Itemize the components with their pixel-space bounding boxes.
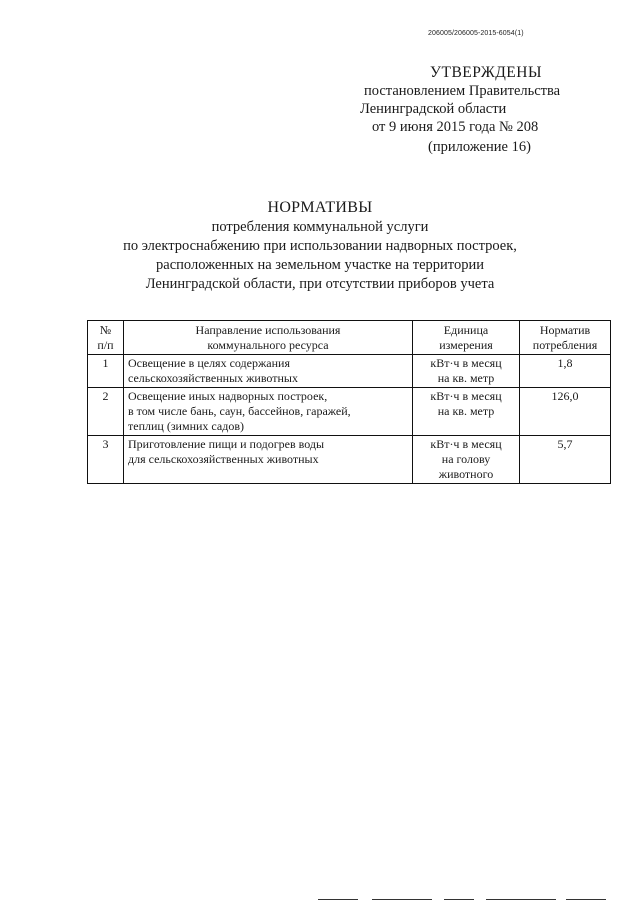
scan-mark bbox=[372, 899, 432, 900]
approval-stamp bbox=[360, 64, 600, 156]
header-norm bbox=[520, 321, 611, 355]
table-row bbox=[88, 355, 611, 388]
scan-mark bbox=[318, 899, 358, 900]
header-unit-l2: измерения bbox=[439, 338, 493, 352]
document-title bbox=[0, 198, 640, 294]
norms-table bbox=[87, 320, 611, 484]
row-unit-l1: кВт·ч в месяц bbox=[430, 389, 502, 403]
row-direction-l2: сельскохозяйственных животных bbox=[128, 371, 298, 385]
title-line-3: расположенных на земельном участке на территории bbox=[156, 257, 484, 273]
row-direction-l2: в том числе бань, саун, бассейнов, гаражей, bbox=[128, 404, 351, 418]
row-direction-l1: Освещение иных надворных построек, bbox=[128, 389, 328, 403]
header-number-l2: п/п bbox=[97, 338, 114, 352]
table-header-row bbox=[88, 321, 611, 355]
approval-line-region: Ленинградской области bbox=[360, 101, 507, 117]
header-unit bbox=[413, 321, 520, 355]
document-id: 206005/206005-2015-6054(1) bbox=[428, 30, 524, 37]
title-line-4: Ленинградской области, при отсутствии приборов учета bbox=[145, 276, 495, 292]
header-norm-l2: потребления bbox=[532, 338, 598, 352]
scan-mark bbox=[486, 899, 556, 900]
row-unit bbox=[413, 388, 520, 436]
approval-line-resolution: постановлением Правительства bbox=[364, 83, 561, 99]
title-line-1: потребления коммунальной услуги bbox=[211, 219, 429, 235]
table-row bbox=[88, 388, 611, 436]
header-unit-l1: Единица bbox=[443, 323, 489, 337]
row-direction bbox=[124, 388, 413, 436]
scan-mark bbox=[444, 899, 474, 900]
title-main: НОРМАТИВЫ bbox=[267, 199, 373, 216]
approval-line-appendix: (приложение 16) bbox=[428, 139, 531, 155]
row-norm-value: 126,0 bbox=[520, 388, 611, 436]
scan-mark bbox=[566, 899, 606, 900]
row-unit-l1: кВт·ч в месяц bbox=[430, 356, 502, 370]
scan-edge-marks bbox=[0, 899, 640, 902]
header-number-l1: № bbox=[99, 323, 112, 337]
approval-heading: УТВЕРЖДЕНЫ bbox=[430, 64, 542, 81]
header-direction bbox=[124, 321, 413, 355]
header-direction-l2: коммунального ресурса bbox=[207, 338, 329, 352]
row-unit-l2: на кв. метр bbox=[437, 371, 495, 385]
row-unit bbox=[413, 355, 520, 388]
approval-line-date: от 9 июня 2015 года № 208 bbox=[372, 119, 539, 135]
header-direction-l1: Направление использования bbox=[195, 323, 341, 337]
header-norm-l1: Норматив bbox=[539, 323, 591, 337]
row-unit-l3: животного bbox=[438, 467, 494, 481]
row-norm-value: 5,7 bbox=[520, 436, 611, 484]
row-norm-value: 1,8 bbox=[520, 355, 611, 388]
row-unit-l2: на кв. метр bbox=[437, 404, 495, 418]
row-unit-l1: кВт·ч в месяц bbox=[430, 437, 502, 451]
row-number: 1 bbox=[88, 355, 124, 388]
header-number bbox=[88, 321, 124, 355]
row-direction bbox=[124, 355, 413, 388]
title-line-2: по электроснабжению при использовании надворных построек, bbox=[123, 238, 517, 254]
row-direction-l2: для сельскохозяйственных животных bbox=[128, 452, 319, 466]
row-unit-l2: на голову bbox=[441, 452, 491, 466]
row-number: 2 bbox=[88, 388, 124, 436]
row-number: 3 bbox=[88, 436, 124, 484]
row-unit bbox=[413, 436, 520, 484]
row-direction bbox=[124, 436, 413, 484]
row-direction-l3: теплиц (зимних садов) bbox=[128, 419, 244, 433]
row-direction-l1: Приготовление пищи и подогрев воды bbox=[128, 437, 325, 451]
table-row bbox=[88, 436, 611, 484]
row-direction-l1: Освещение в целях содержания bbox=[128, 356, 290, 370]
